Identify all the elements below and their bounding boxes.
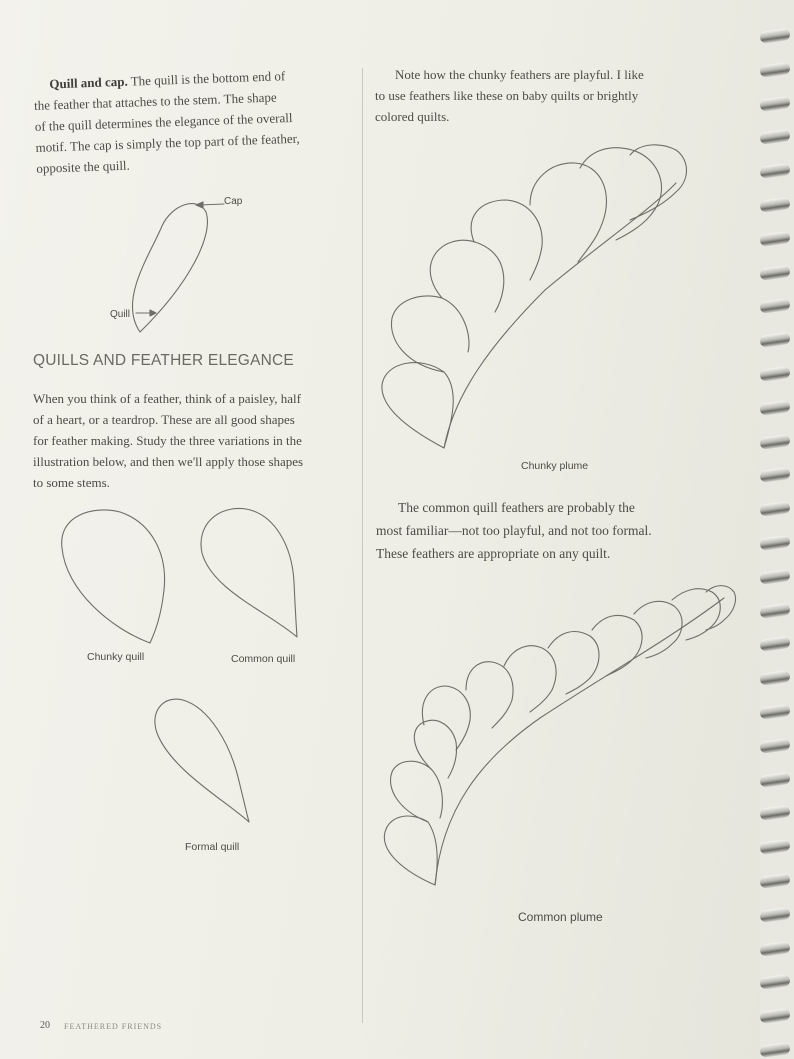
spiral-coil xyxy=(759,434,790,450)
spiral-coil xyxy=(759,1042,790,1058)
chunky-quill-caption: Chunky quill xyxy=(87,651,145,663)
common-plume-drawing xyxy=(384,586,735,885)
chunky-quill-drawing xyxy=(62,510,165,643)
spiral-coil xyxy=(759,941,790,957)
spiral-binding xyxy=(756,0,794,1059)
chunky-feathers-paragraph: Note how the chunky feathers are playful. I like to use feathers like these on baby quilts or brightly colored quilts. xyxy=(375,67,644,124)
spiral-coil xyxy=(759,366,790,382)
spiral-coil xyxy=(759,839,790,855)
common-plume-caption: Common plume xyxy=(518,910,603,924)
spiral-coil xyxy=(759,265,790,281)
spiral-coil xyxy=(759,636,790,652)
spiral-coil xyxy=(759,96,790,112)
running-footer-title: FEATHERED FRIENDS xyxy=(64,1022,163,1031)
quill-label: Quill xyxy=(110,309,131,320)
formal-quill-drawing xyxy=(155,699,249,822)
page-number: 20 xyxy=(40,1020,50,1031)
spiral-coil xyxy=(759,501,790,517)
spiral-coil xyxy=(759,231,790,247)
spiral-coil xyxy=(759,704,790,720)
spiral-coil xyxy=(759,873,790,889)
common-quill-caption: Common quill xyxy=(231,653,296,665)
intro-paragraph: When you think of a feather, think of a paisley, half of a heart, or a teardrop. These are all good shapes for feather making. Study the three variations in the illustration below, and then we'll apply those shapes to some stems. xyxy=(33,391,304,490)
common-quill-drawing xyxy=(201,508,297,637)
common-feathers-paragraph: The common quill feathers are probably the most familiar—not too playful, and not too formal. These feathers are appropriate on any quilt. xyxy=(376,500,652,561)
spiral-coil xyxy=(759,603,790,619)
spiral-coil xyxy=(759,163,790,179)
spiral-coil xyxy=(759,332,790,348)
formal-quill-caption: Formal quill xyxy=(185,841,240,853)
section-heading: QUILLS AND FEATHER ELEGANCE xyxy=(33,352,294,369)
spiral-coil xyxy=(759,738,790,754)
spiral-coil xyxy=(759,772,790,788)
spiral-coil xyxy=(759,28,790,44)
spiral-coil xyxy=(759,298,790,314)
spiral-coil xyxy=(759,129,790,145)
spiral-coil xyxy=(759,569,790,585)
chunky-plume-caption: Chunky plume xyxy=(521,460,589,472)
quill-cap-paragraph: Quill and cap. The quill is the bottom end of the feather that attaches to the stem. The shape of the quill determines the elegance of the overall motif. The cap is simply the top part of the feather, opposite the quill. xyxy=(33,68,300,176)
spiral-coil xyxy=(759,400,790,416)
spiral-coil xyxy=(759,197,790,213)
spiral-coil xyxy=(759,974,790,990)
spiral-coil xyxy=(759,62,790,78)
quill-cap-diagram xyxy=(132,202,224,332)
spiral-coil xyxy=(759,907,790,923)
spiral-coil xyxy=(759,805,790,821)
quill-cap-lead: Quill and cap. xyxy=(49,73,128,92)
spiral-coil xyxy=(759,467,790,483)
spiral-coil xyxy=(759,535,790,551)
cap-label: Cap xyxy=(224,196,243,207)
spiral-coil xyxy=(759,670,790,686)
chunky-plume-drawing xyxy=(382,145,687,448)
spiral-coil xyxy=(759,1008,790,1024)
